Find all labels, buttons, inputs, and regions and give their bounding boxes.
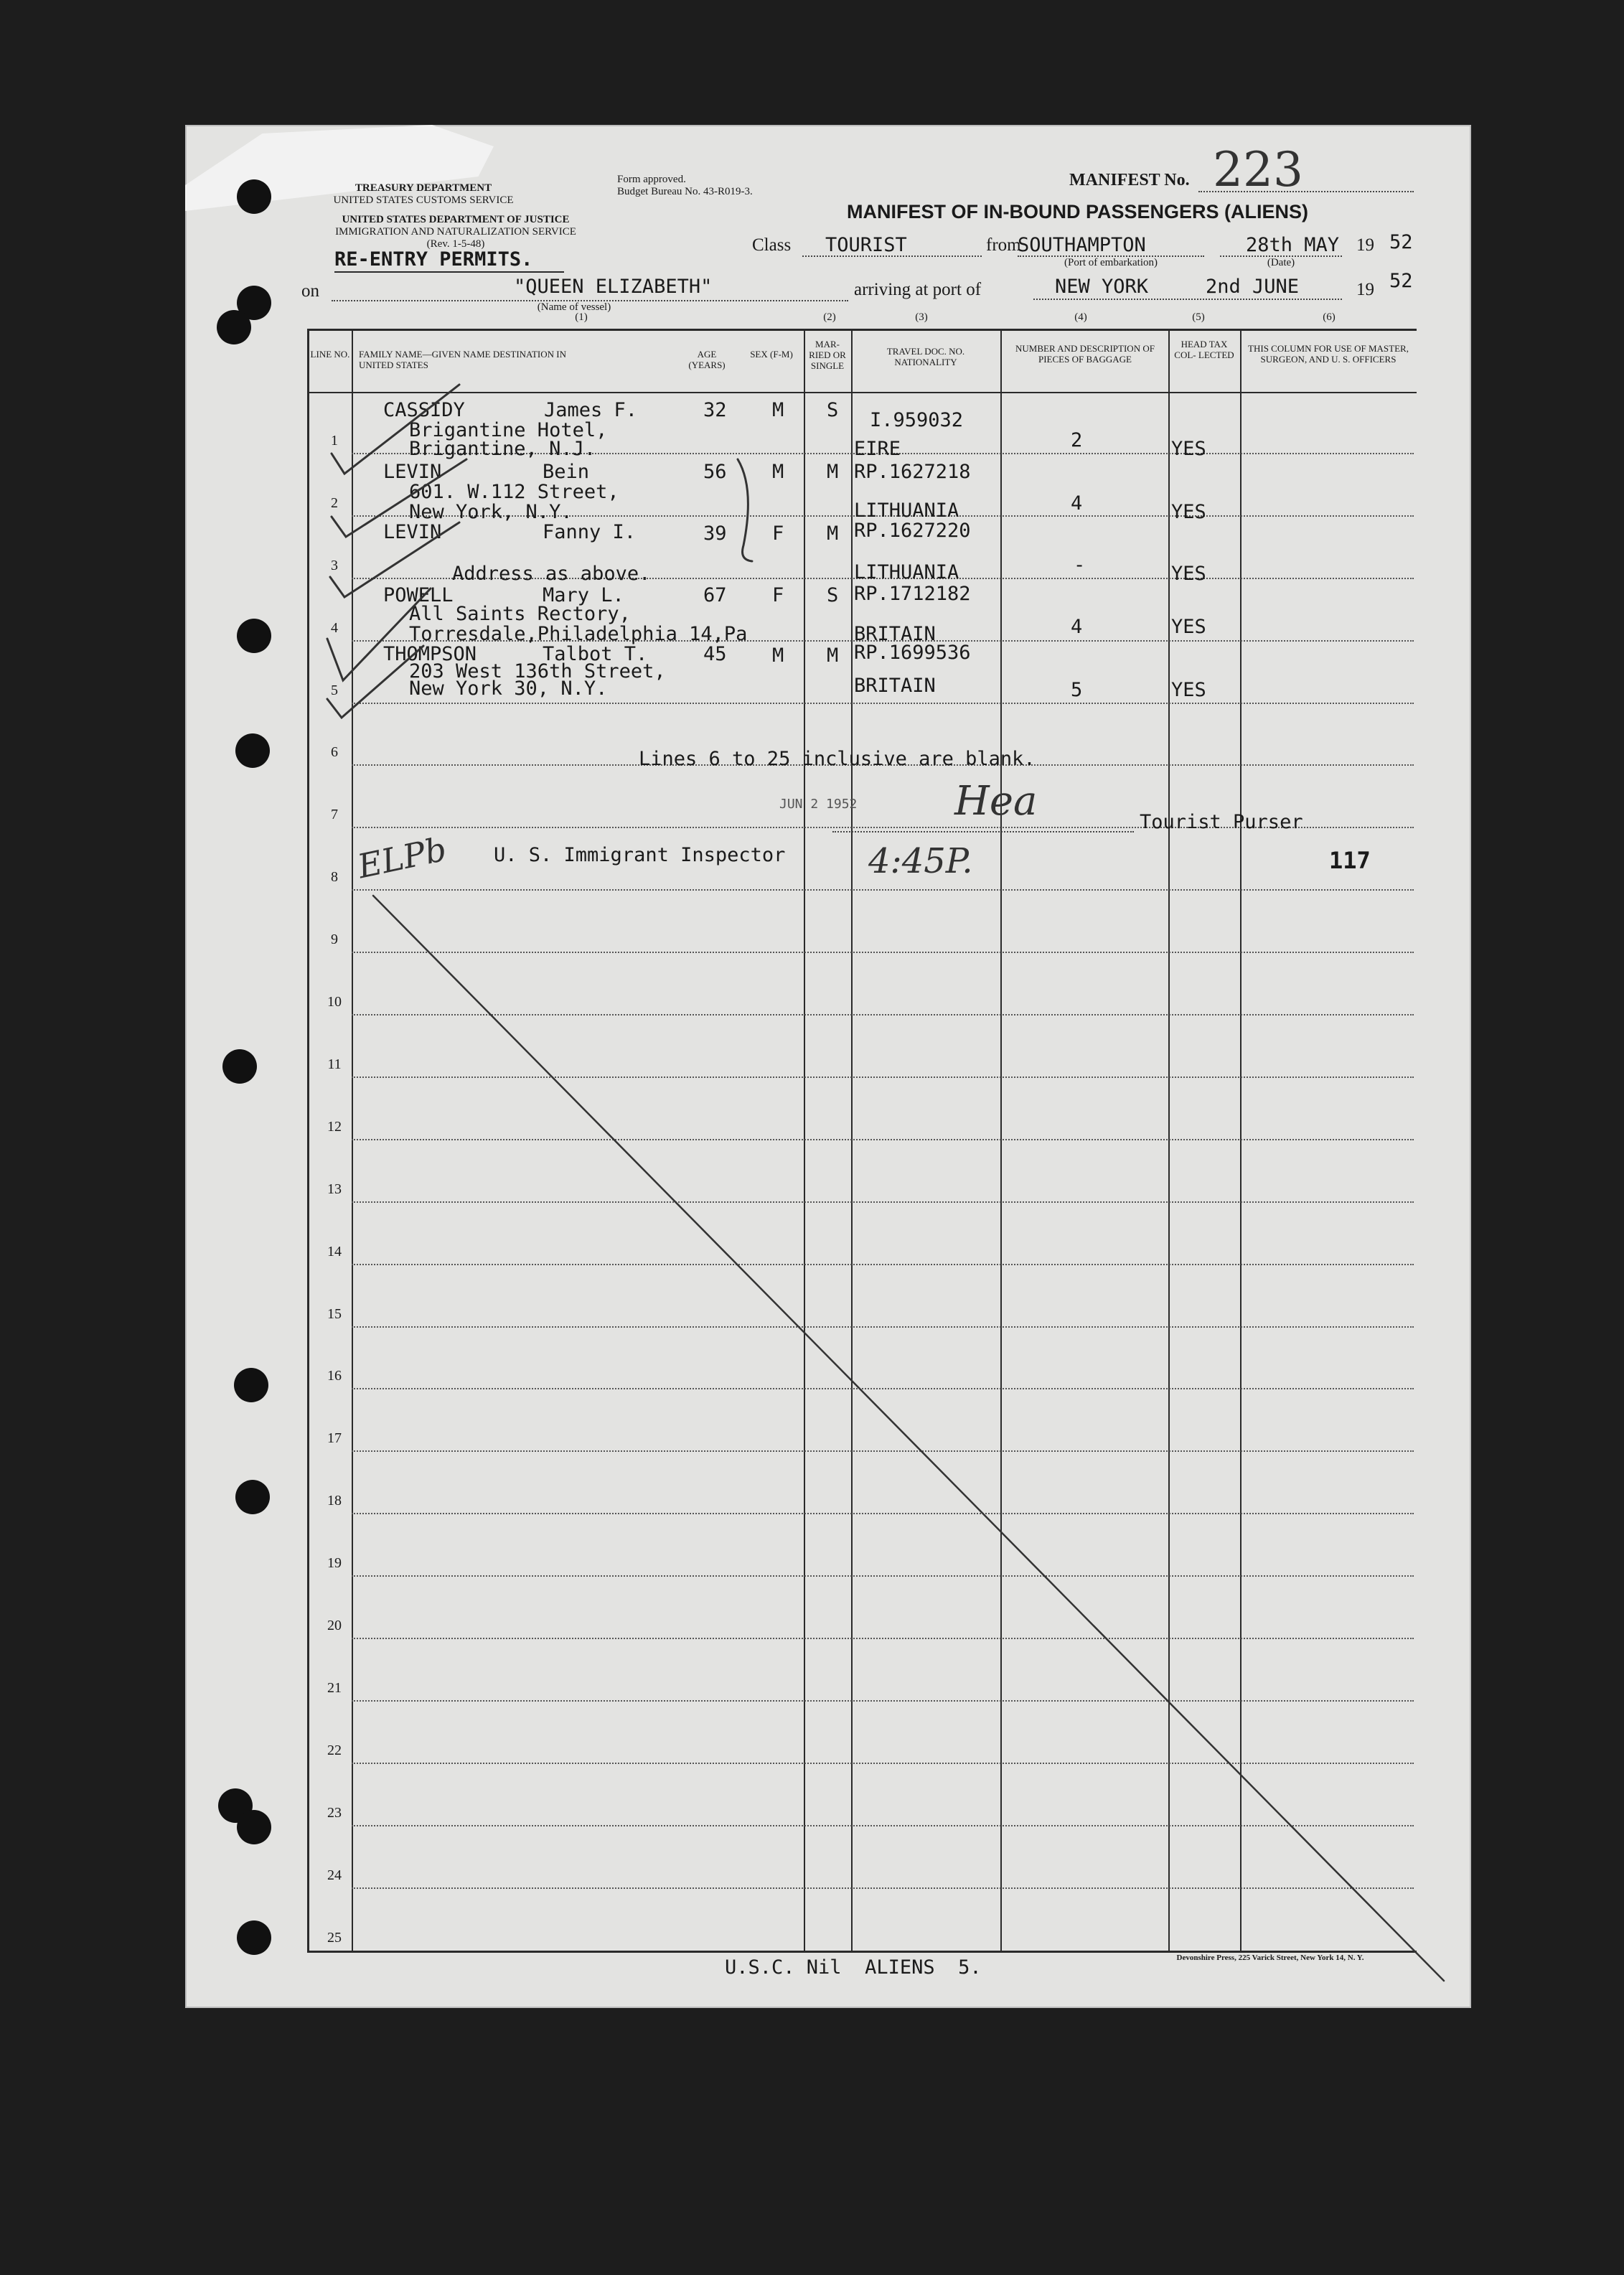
sex: F: [772, 584, 784, 606]
manifest-no-label: MANIFEST No.: [1069, 171, 1190, 189]
surname: POWELL: [383, 584, 454, 606]
printer-credit: Devonshire Press, 225 Varick Street, New York 14, N. Y.: [1176, 1953, 1364, 1962]
line-number: 9: [331, 932, 338, 948]
head-tax: YES: [1171, 438, 1206, 460]
line-number: 10: [327, 994, 342, 1010]
col-header-baggage: NUMBER AND DESCRIPTION OF PIECES OF BAGGAGE: [1015, 343, 1155, 365]
line-number: 23: [327, 1804, 342, 1821]
given-name: Bein: [543, 461, 590, 483]
line-number: 5: [331, 682, 338, 698]
sex: M: [772, 399, 784, 421]
col-header-line-no: LINE NO.: [310, 349, 350, 360]
col-num-2: (2): [823, 311, 836, 323]
page-title: MANIFEST OF IN-BOUND PASSENGERS (ALIENS): [847, 201, 1309, 222]
marital-status: M: [827, 461, 839, 483]
marital-status: S: [827, 399, 839, 421]
line-number: 15: [327, 1305, 342, 1322]
sex: M: [772, 461, 784, 483]
port-value: NEW YORK: [1055, 276, 1149, 298]
address-line2: Torresdale,Philadelphia 14,Pa: [409, 623, 748, 645]
col-num-5: (5): [1192, 311, 1205, 323]
line-number: 22: [327, 1742, 342, 1758]
inspector-title: U. S. Immigrant Inspector: [494, 844, 786, 866]
vessel-caption: (Name of vessel): [537, 301, 611, 313]
year1-prefix: 19: [1356, 235, 1374, 255]
line-number: 11: [327, 1056, 342, 1072]
nationality: EIRE: [854, 438, 901, 460]
address-line1: 203 West 136th Street,: [409, 660, 666, 682]
sex: F: [772, 522, 784, 545]
line-number: 17: [327, 1430, 342, 1447]
line-number: 2: [331, 494, 338, 511]
baggage: 4: [1071, 492, 1083, 515]
class-label: Class: [752, 235, 792, 255]
given-name: Talbot T.: [543, 643, 648, 665]
year2-prefix: 19: [1356, 280, 1374, 299]
line-number: 3: [331, 557, 338, 573]
surname: THOMPSON: [383, 643, 477, 665]
vessel-value: "QUEEN ELIZABETH": [514, 276, 713, 298]
travel-doc: RP.1627218: [854, 461, 971, 483]
line-number: 6: [331, 744, 338, 761]
given-name: James F.: [544, 399, 638, 421]
col-header-sex: SEX (F-M): [750, 349, 793, 360]
marital-status: S: [827, 584, 839, 606]
surname: LEVIN: [383, 521, 442, 543]
age: 45: [703, 643, 727, 665]
on-label: on: [301, 281, 319, 301]
line-number: 8: [331, 869, 338, 886]
age: 56: [703, 461, 727, 483]
port-embark-caption: (Port of embarkation): [1064, 257, 1158, 268]
col-num-1: (1): [575, 311, 588, 323]
address-line1: Brigantine Hotel,: [409, 419, 608, 441]
address-line1: All Saints Rectory,: [409, 603, 631, 625]
address-line1: 601. W.112 Street,: [409, 481, 619, 503]
date-stamp: JUN 2 1952: [779, 797, 858, 812]
line-number: 19: [327, 1555, 342, 1572]
col-header-age: AGE (YEARS): [688, 349, 726, 370]
head-tax: YES: [1171, 563, 1206, 585]
surname: LEVIN: [383, 461, 442, 483]
check-mark: [327, 646, 423, 718]
line-number: 24: [327, 1867, 342, 1883]
baggage: 2: [1071, 429, 1083, 451]
line-number: 25: [327, 1929, 342, 1946]
line-number: 13: [327, 1181, 342, 1197]
col-num-3: (3): [915, 311, 928, 323]
justice-dept: UNITED STATES DEPARTMENT OF JUSTICE IMMIGRATION AND NATURALIZATION SERVICE (Rev. 1-5-48): [335, 214, 576, 250]
date-caption: (Date): [1267, 257, 1295, 268]
arriving-label: arriving at port of: [854, 280, 982, 299]
check-mark: [332, 385, 459, 474]
head-tax: YES: [1171, 501, 1206, 523]
line-number: 4: [331, 619, 338, 636]
year1-value: 52: [1389, 231, 1413, 253]
nationality: BRITAIN: [854, 623, 936, 645]
baggage: 5: [1071, 679, 1083, 701]
date2-value: 2nd JUNE: [1206, 276, 1300, 298]
bracket-mark: [738, 459, 752, 561]
col-header-name: FAMILY NAME—GIVEN NAME DESTINATION IN UNITED STATES: [359, 349, 567, 370]
age: 39: [703, 522, 727, 545]
line-number: 21: [327, 1679, 342, 1696]
line-number: 18: [327, 1493, 342, 1509]
purser-signature: Hea: [954, 778, 1038, 825]
col-num-4: (4): [1074, 311, 1087, 323]
address-line2: New York 30, N.Y.: [409, 677, 608, 700]
line-number: 14: [327, 1243, 342, 1260]
travel-doc: RP.1627220: [854, 520, 971, 542]
baggage: -: [1074, 554, 1086, 576]
line-number: 16: [327, 1368, 342, 1384]
from-label: from: [986, 235, 1021, 255]
check-mark: [332, 459, 466, 537]
line-number: 7: [331, 807, 338, 823]
travel-doc: I.959032: [870, 409, 964, 431]
date1-value: 28th MAY: [1246, 234, 1340, 256]
total-count: 117: [1329, 847, 1371, 874]
cancel-line: [373, 896, 1444, 1981]
footer-usc: U.S.C. Nil ALIENS 5.: [725, 1956, 982, 1979]
age: 67: [703, 584, 727, 606]
col-header-married: MAR- RIED OR SINGLE: [809, 339, 846, 371]
nationality: LITHUANIA: [854, 561, 959, 583]
surname: CASSIDY: [383, 399, 465, 421]
time-stamp: 4:45P.: [868, 841, 973, 881]
blank-lines-note: Lines 6 to 25 inclusive are blank.: [639, 748, 1036, 770]
form-approved: Form approved. Budget Bureau No. 43-R019-3.: [617, 174, 753, 197]
from-value: SOUTHAMPTON: [1018, 234, 1146, 256]
line-number: 12: [327, 1118, 342, 1135]
check-mark: [327, 588, 431, 680]
class-value: TOURIST: [825, 234, 907, 256]
address-line2: Brigantine, N.J.: [409, 438, 596, 460]
address-line2: Address as above.: [452, 563, 651, 585]
treasury-dept: TREASURY DEPARTMENT UNITED STATES CUSTOMS SERVICE: [333, 182, 514, 206]
head-tax: YES: [1171, 679, 1206, 701]
nationality: LITHUANIA: [854, 499, 959, 522]
col-header-officers: THIS COLUMN FOR USE OF MASTER, SURGEON, AND U. S. OFFICERS: [1248, 343, 1409, 365]
marital-status: M: [827, 522, 839, 545]
given-name: Fanny I.: [543, 521, 637, 543]
col-header-headtax: HEAD TAX COL- LECTED: [1174, 339, 1234, 360]
marital-status: M: [827, 644, 839, 667]
year2-value: 52: [1389, 270, 1413, 292]
head-tax: YES: [1171, 616, 1206, 638]
nationality: BRITAIN: [854, 675, 936, 697]
travel-doc: RP.1712182: [854, 583, 971, 605]
age: 32: [703, 399, 727, 421]
line-number: 20: [327, 1618, 342, 1633]
travel-doc: RP.1699536: [854, 642, 971, 664]
line-number: 1: [331, 432, 338, 449]
col-num-6: (6): [1323, 311, 1336, 323]
given-name: Mary L.: [543, 584, 624, 606]
reentry-permits: RE-ENTRY PERMITS.: [334, 248, 533, 271]
baggage: 4: [1071, 616, 1083, 638]
col-header-travel: TRAVEL DOC. NO. NATIONALITY: [886, 346, 965, 367]
address-line2: New York, N.Y.: [409, 501, 573, 523]
manifest-no-value: 223: [1213, 142, 1303, 197]
purser-title: Tourist Purser: [1140, 811, 1303, 833]
sex: M: [772, 644, 784, 667]
inspector-initials: ELPb: [354, 829, 450, 886]
